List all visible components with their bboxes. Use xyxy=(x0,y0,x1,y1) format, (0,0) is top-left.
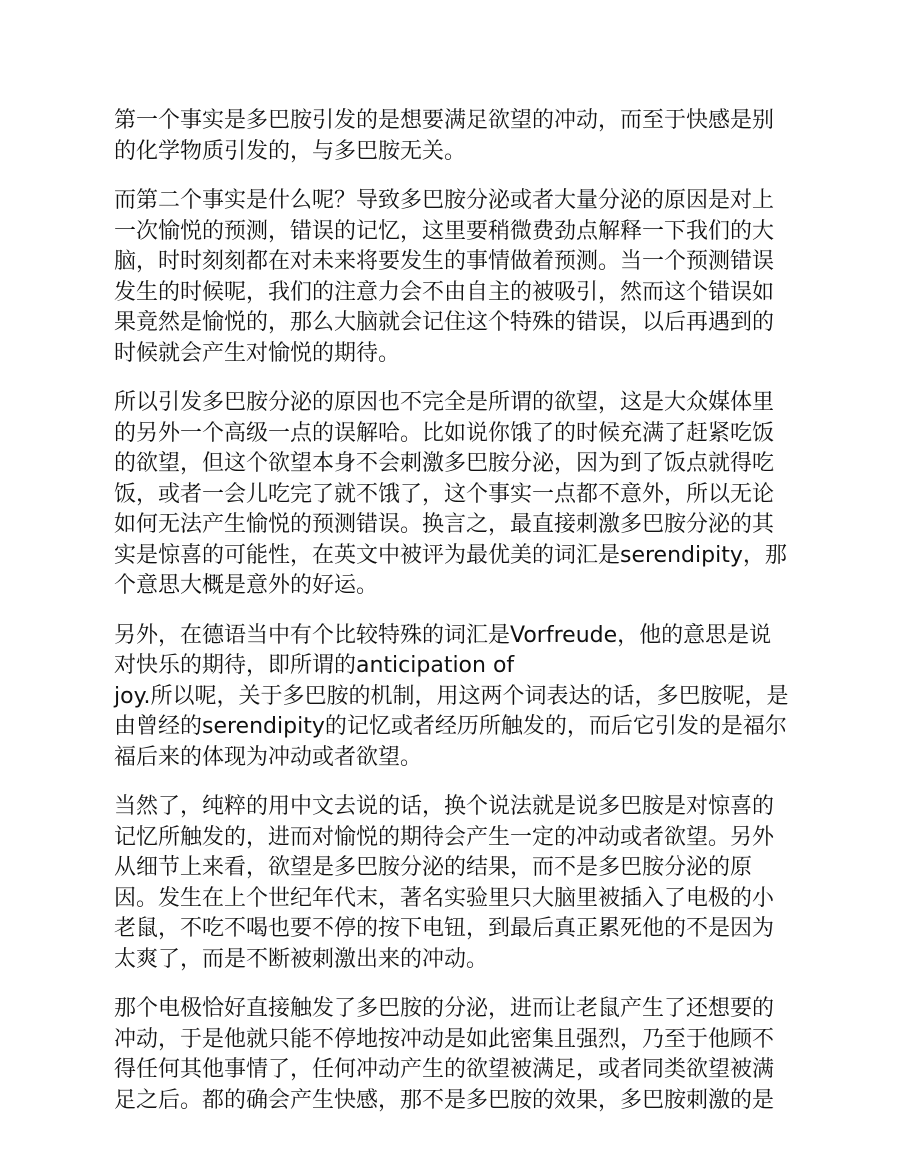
text-line: 如何无法产生愉悦的预测错误。换言之，最直接刺激多巴胺分泌的其 xyxy=(114,512,775,537)
text-line: 得任何其他事情了，任何冲动产生的欲望被满足，或者同类欲望被满 xyxy=(114,1057,775,1082)
text-line: 所以引发多巴胺分泌的原因也不完全是所谓的欲望，这是大众媒体里 xyxy=(114,390,775,415)
text-line: 第一个事实是多巴胺引发的是想要满足欲望的冲动，而至于快感是别 xyxy=(114,108,775,133)
text-line: 发生的时候呢，我们的注意力会不由自主的被吸引，然而这个错误如 xyxy=(114,279,775,305)
text-line: 果竟然是愉悦的，那么大脑就会记住这个特殊的错误，以后再遇到的 xyxy=(114,310,775,335)
paragraph-gap xyxy=(114,602,794,621)
paragraph-gap xyxy=(114,975,794,994)
text-line: 由曾经的serendipity的记忆或者经历所触发的，而后它引发的是福尔 xyxy=(114,714,787,739)
text-line: 当然了，纯粹的用中文去说的话，换个说法就是说多巴胺是对惊喜的 xyxy=(114,794,775,819)
document-body xyxy=(114,106,794,1116)
text-line: 那个电极恰好直接触发了多巴胺的分泌，进而让老鼠产生了还想要的 xyxy=(114,996,775,1021)
text-line: 实是惊喜的可能性，在英文中被评为最优美的词汇是serendipity，那 xyxy=(114,542,787,568)
text-line: 记忆所触发的，进而对愉悦的期待会产生一定的冲动或者欲望。另外 xyxy=(114,824,775,850)
text-line: 从细节上来看，欲望是多巴胺分泌的结果，而不是多巴胺分泌的原 xyxy=(114,855,753,880)
paragraph-5 xyxy=(114,792,794,975)
text-line: 个意思大概是意外的好运。 xyxy=(114,573,379,598)
text-line: 另外，在德语当中有个比较特殊的词汇是Vorfreude，他的意思是说 xyxy=(114,622,772,648)
text-line: 老鼠，不吃不喝也要不停的按下电钮，到最后真正累死他的不是因为 xyxy=(114,916,775,941)
text-line: 饭，或者一会儿吃完了就不饿了，这个事实一点都不意外，所以无论 xyxy=(114,481,775,507)
text-line: 而第二个事实是什么呢？导致多巴胺分泌或者大量分泌的原因是对上 xyxy=(114,188,775,213)
text-line: 福后来的体现为冲动或者欲望。 xyxy=(114,744,423,770)
text-line: 冲动，于是他就只能不停地按冲动是如此密集且强烈，乃至于他顾不 xyxy=(114,1026,775,1052)
text-line: 一次愉悦的预测，错误的记忆，这里要稍微费劲点解释一下我们的大 xyxy=(114,218,775,244)
text-line: 足之后。都的确会产生快感，那不是多巴胺的效果，多巴胺刺激的是 xyxy=(114,1087,775,1113)
text-line: 脑，时时刻刻都在对未来将要发生的事情做着预测。当一个预测错误 xyxy=(114,249,775,274)
paragraph-gap xyxy=(114,773,794,792)
paragraph-gap xyxy=(114,167,794,186)
paragraph-6 xyxy=(114,994,794,1116)
paragraph-2 xyxy=(114,186,794,369)
text-line: 的化学物质引发的，与多巴胺无关。 xyxy=(114,138,467,164)
paragraph-3 xyxy=(114,388,794,602)
paragraph-4 xyxy=(114,621,794,774)
text-line: 对快乐的期待，即所谓的anticipation of xyxy=(114,653,515,678)
text-line: 时候就会产生对愉悦的期待。 xyxy=(114,340,401,366)
text-line: 因。发生在上个世纪年代末，著名实验里只大脑里被插入了电极的小 xyxy=(114,885,775,911)
paragraph-1 xyxy=(114,106,794,167)
text-line: 的欲望，但这个欲望本身不会刺激多巴胺分泌，因为到了饭点就得吃 xyxy=(114,451,775,476)
text-line: joy.所以呢，关于多巴胺的机制，用这两个词表达的话，多巴胺呢，是 xyxy=(114,683,789,709)
text-line: 太爽了，而是不断被刺激出来的冲动。 xyxy=(114,946,489,972)
paragraph-gap xyxy=(114,369,794,388)
text-line: 的另外一个高级一点的误解哈。比如说你饿了的时候充满了赶紧吃饭 xyxy=(114,420,775,446)
